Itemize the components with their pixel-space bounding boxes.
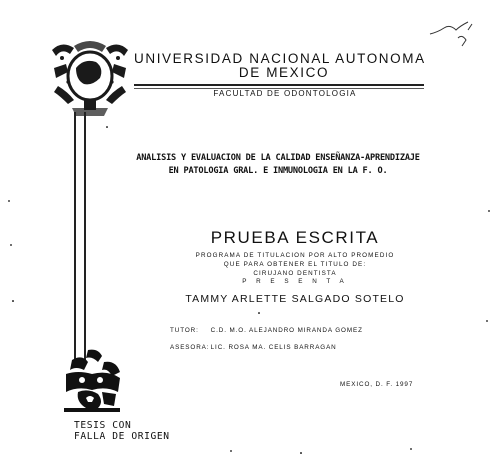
- scan-speck: [486, 320, 488, 322]
- university-name: [134, 52, 434, 80]
- tutor-label: TUTOR:: [170, 327, 199, 334]
- thesis-title-line-1: ANALISIS Y EVALUACION DE LA CALIDAD ENSEÑANZA-APRENDIZAJE: [136, 153, 420, 163]
- purpose-line-1: PROGRAMA DE TITULACION POR ALTO PROMEDIO: [195, 252, 395, 259]
- asesor-line: [170, 344, 337, 351]
- purpose-line-2: QUE PARA OBTENER EL TITULO DE:: [223, 261, 367, 268]
- scan-speck: [10, 244, 12, 246]
- thesis-title: [128, 152, 428, 178]
- university-line-1: UNIVERSIDAD NACIONAL AUTONOMA: [134, 51, 426, 66]
- tutor-line: [170, 327, 363, 334]
- scan-speck: [258, 312, 260, 314]
- tesis-stamp: [74, 420, 174, 442]
- thesis-title-line-2: EN PATOLOGIA GRAL. E INMUNOLOGIA EN LA F. O.: [168, 166, 388, 176]
- scan-speck: [106, 126, 108, 128]
- header-rule: [134, 84, 424, 86]
- author-name: TAMMY ARLETTE SALGADO SOTELO: [185, 293, 405, 305]
- asesor-label: ASESORA:: [170, 344, 210, 351]
- scan-speck: [488, 210, 490, 212]
- faculty-name: FACULTAD DE ODONTOLOGIA: [213, 89, 357, 98]
- tutor-name: C.D. M.O. ALEJANDRO MIRANDA GOMEZ: [210, 327, 363, 334]
- place-date: MEXICO, D. F. 1997: [340, 381, 414, 388]
- scan-speck: [410, 448, 412, 450]
- tesis-stamp-line-1: TESIS CON: [74, 420, 132, 431]
- scan-speck: [300, 452, 302, 454]
- crest-rule-left: [74, 112, 76, 362]
- scan-speck: [12, 300, 14, 302]
- unam-crest-icon: [48, 38, 132, 118]
- document-type: PRUEBA ESCRITA: [210, 228, 380, 247]
- presenta-label: P R E S E N T A: [242, 278, 348, 285]
- scan-speck: [230, 450, 232, 452]
- purpose-line-3: CIRUJANO DENTISTA: [253, 270, 337, 277]
- handwritten-mark-icon: [428, 20, 476, 54]
- scan-speck: [8, 200, 10, 202]
- asesor-name: LIC. ROSA MA. CELIS BARRAGAN: [210, 344, 337, 351]
- faculty-logo-icon: [58, 348, 126, 416]
- university-line-2: DE MEXICO: [238, 65, 330, 80]
- tesis-stamp-line-2: FALLA DE ORIGEN: [74, 431, 170, 442]
- crest-rule-right: [84, 112, 86, 362]
